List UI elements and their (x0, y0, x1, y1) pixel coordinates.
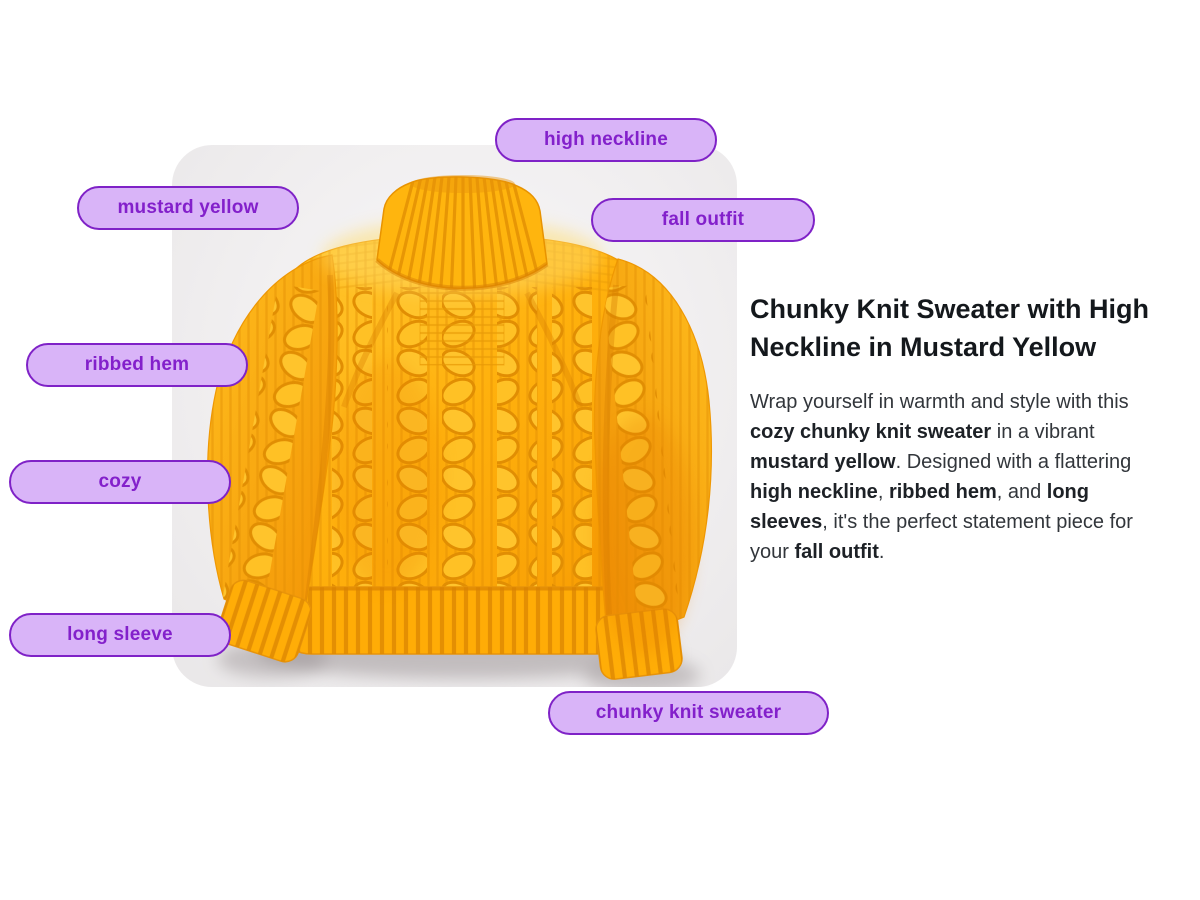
tag-mustard-yellow (77, 186, 299, 230)
tag-label: ribbed hem (84, 354, 190, 375)
description-segment: ribbed hem (888, 480, 997, 503)
tag-label: cozy (98, 471, 142, 492)
tag-label: high neckline (543, 129, 668, 150)
description-segment: mustard yellow (750, 450, 896, 473)
description-segment: Wrap yourself in warmth and style with this (750, 390, 1129, 413)
description-segment: , (877, 480, 889, 503)
tag-label: fall outfit (661, 209, 745, 230)
description-segment: in a vibrant (991, 420, 1095, 443)
tag-label: chunky knit sweater (595, 702, 782, 723)
tag-chunky-knit-sweater (548, 691, 829, 735)
description-segment: , it's the perfect statement piece for your (750, 510, 1133, 563)
description-segment: long sleeves (750, 480, 1089, 533)
tag-ribbed-hem (26, 343, 248, 387)
tag-high-neckline (495, 118, 717, 162)
tag-fall-outfit (591, 198, 815, 242)
tag-long-sleeve (9, 613, 231, 657)
product-details (750, 290, 1200, 567)
tag-label: long sleeve (67, 624, 173, 645)
tag-cozy (9, 460, 231, 504)
description-segment: fall outfit (794, 540, 879, 563)
tag-label: mustard yellow (117, 197, 259, 218)
description-segment: , and (996, 480, 1047, 503)
description-segment: cozy chunky knit sweater (750, 420, 992, 443)
product-description (750, 387, 1142, 567)
description-segment: . Designed with a flattering (895, 450, 1132, 473)
description-segment: . (878, 540, 885, 563)
ribbed-hem (285, 587, 639, 654)
description-segment: high neckline (750, 480, 878, 503)
product-title: Chunky Knit Sweater with High Neckline in Mustard Yellow (750, 294, 1150, 363)
